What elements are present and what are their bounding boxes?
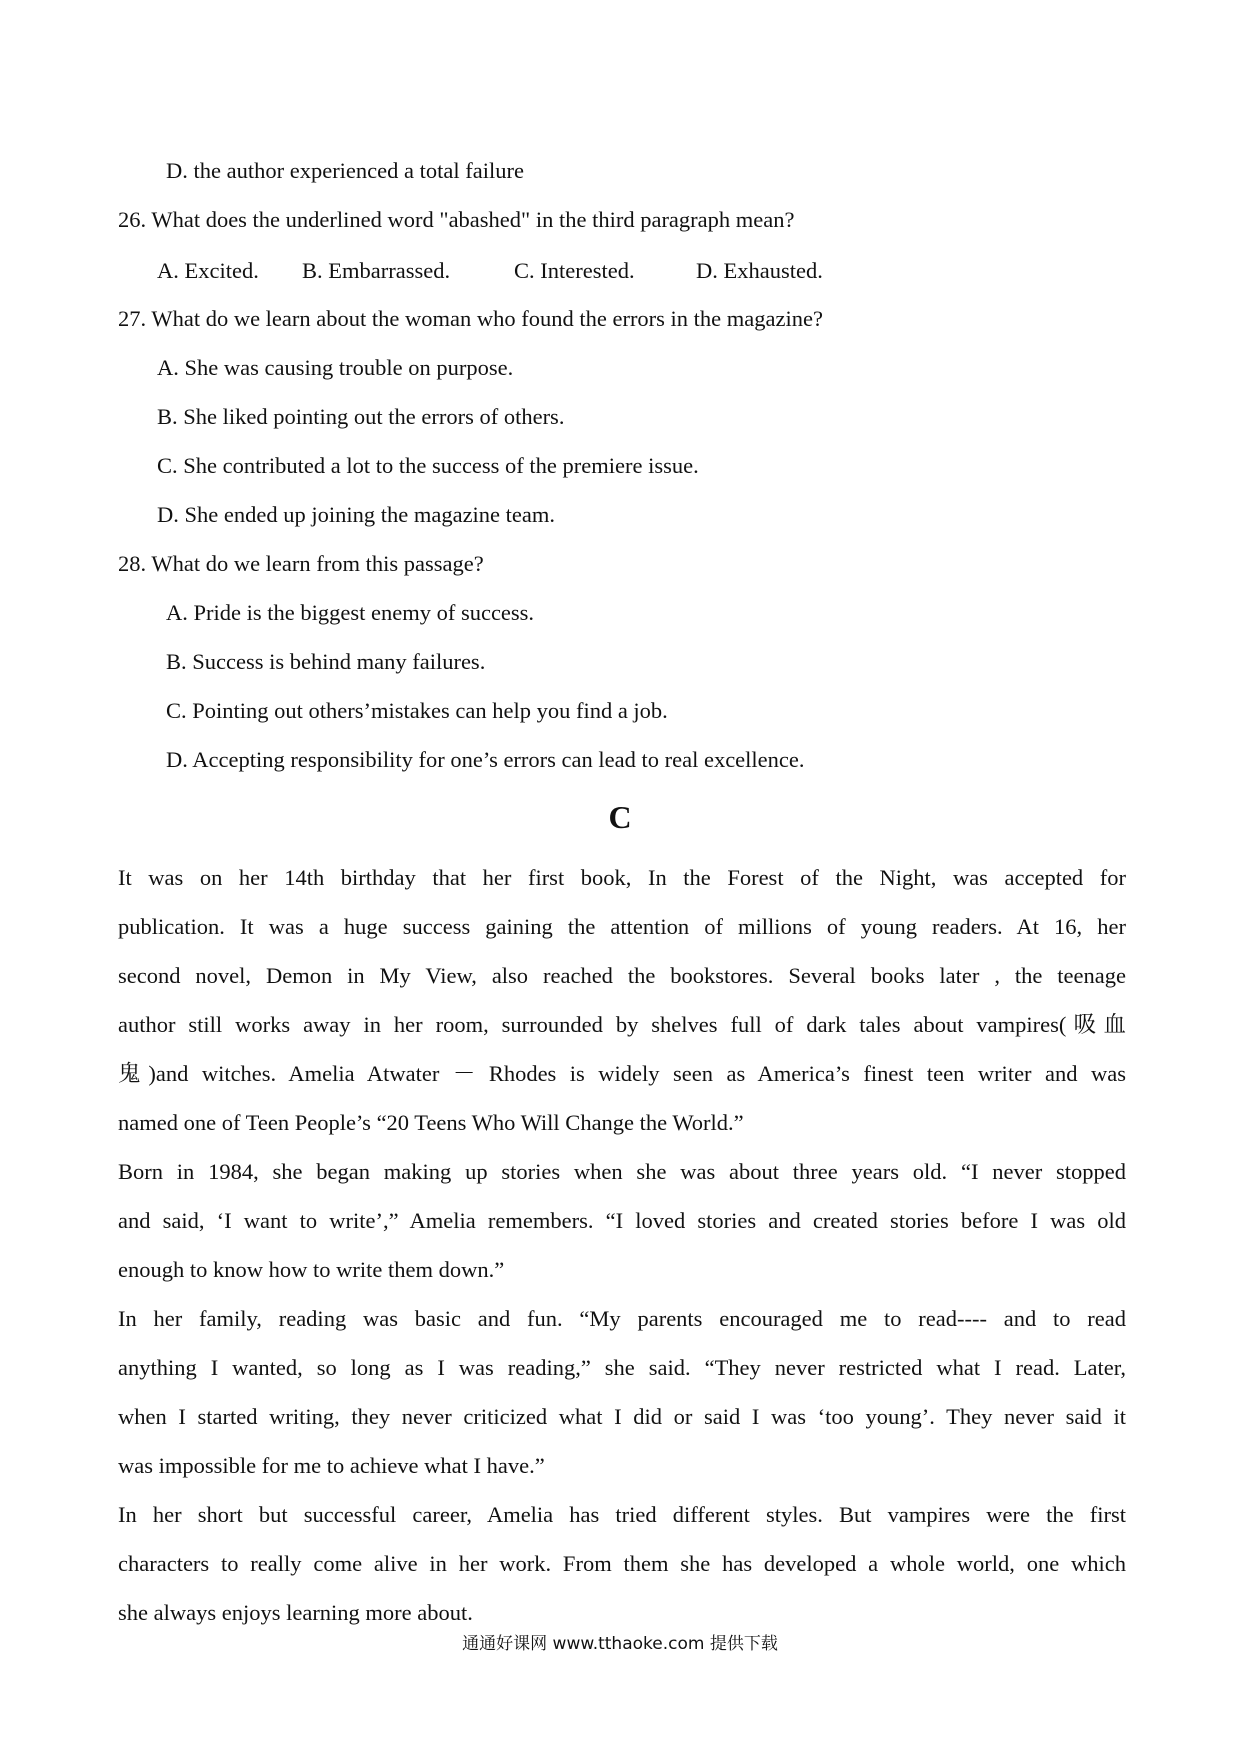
q28-option-b: B. Success is behind many failures.: [166, 649, 486, 674]
passage-line: was impossible for me to achieve what I have.”: [118, 1453, 545, 1478]
passage-line: 鬼)and witches. Amelia Atwater － Rhodes is widely seen as America’s finest teen writer and was: [118, 1061, 1126, 1086]
q27-option-c: C. She contributed a lot to the success of the premiere issue.: [157, 453, 699, 478]
q26-option-b: B. Embarrassed.: [302, 258, 451, 283]
q27-option-a: A. She was causing trouble on purpose.: [157, 355, 514, 380]
passage-line: anything I wanted, so long as I was reading,” she said. “They never restricted what I read. Later,: [118, 1355, 1126, 1380]
q26-stem: 26. What does the underlined word "abashed" in the third paragraph mean?: [118, 207, 795, 232]
passage-c-paragraph-1: [118, 853, 1126, 1147]
section-heading: C: [608, 799, 632, 835]
passage-line: characters to really come alive in her work. From them she has developed a whole world, one which: [118, 1551, 1126, 1576]
passage-c-paragraph-3: [118, 1294, 1126, 1490]
passage-line: enough to know how to write them down.”: [118, 1257, 505, 1282]
q28-option-c: C. Pointing out others’mistakes can help you find a job.: [166, 698, 668, 723]
q28-option-a: A. Pride is the biggest enemy of success.: [166, 600, 535, 625]
q27-option-b: B. She liked pointing out the errors of others.: [157, 404, 565, 429]
q26-option-d: D. Exhausted.: [696, 258, 823, 283]
passage-line: It was on her 14th birthday that her first book, In the Forest of the Night, was accepted for: [118, 865, 1126, 890]
passage-line: she always enjoys learning more about.: [118, 1600, 473, 1625]
passage-line: author still works away in her room, surrounded by shelves full of dark tales about vampires(吸血: [118, 1012, 1126, 1037]
passage-c-paragraph-4: [118, 1490, 1126, 1637]
passage-line: when I started writing, they never criticized what I did or said I was ‘too young’. They never said it: [118, 1404, 1126, 1429]
passage-line: publication. It was a huge success gaining the attention of millions of young readers. At 16, her: [118, 914, 1126, 939]
q28-option-d: D. Accepting responsibility for one’s errors can lead to real excellence.: [166, 747, 805, 772]
q27-stem: 27. What do we learn about the woman who found the errors in the magazine?: [118, 306, 823, 331]
passage-line: Born in 1984, she began making up stories when she was about three years old. “I never stopped: [118, 1159, 1126, 1184]
q26-option-a: A. Excited.: [157, 258, 259, 283]
passage-c-paragraph-2: [118, 1147, 1126, 1294]
passage-line: second novel, Demon in My View, also reached the bookstores. Several books later , the teenage: [118, 963, 1126, 988]
q26-option-c: C. Interested.: [514, 258, 635, 283]
q28-stem: 28. What do we learn from this passage?: [118, 551, 484, 576]
passage-line: named one of Teen People’s “20 Teens Who Will Change the World.”: [118, 1110, 744, 1135]
q26-options: [157, 256, 823, 286]
page-footer: 通通好课网 www.tthaoke.com 提供下载: [462, 1634, 778, 1654]
passage-line: In her family, reading was basic and fun. “My parents encouraged me to read---- and to read: [118, 1306, 1126, 1331]
passage-line: In her short but successful career, Amelia has tried different styles. But vampires were the first: [118, 1502, 1126, 1527]
passage-line: and said, ‘I want to write’,” Amelia remembers. “I loved stories and created stories before I was old: [118, 1208, 1126, 1233]
q25-option-d: D. the author experienced a total failure: [166, 158, 524, 183]
q27-option-d: D. She ended up joining the magazine team.: [157, 502, 556, 527]
